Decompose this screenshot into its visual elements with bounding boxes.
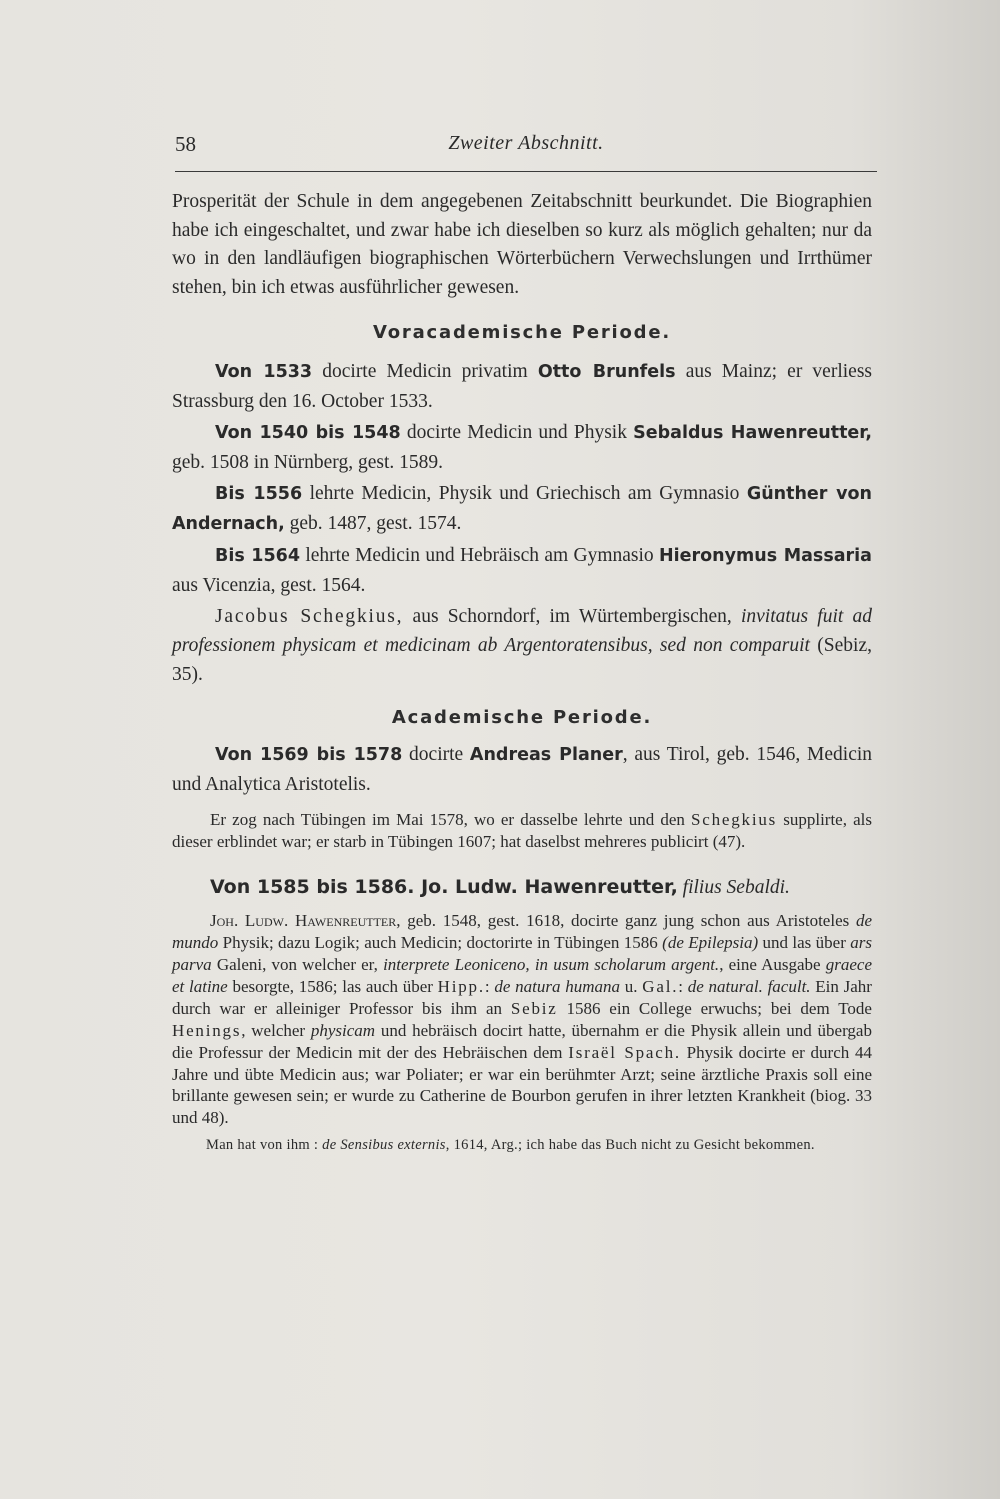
entry-dates: Bis 1556 (215, 484, 303, 505)
entry-dates: Von 1540 bis 1548 (215, 423, 401, 444)
page-header (175, 132, 877, 162)
entry-schegkius: Jacobus Schegkius, aus Schorndorf, im Würtembergischen, invitatus fuit ad professionem physicam et medicinam ab Argentoratensibus, sed non comparuit (Sebiz, 35). (172, 606, 872, 686)
entry-dates: Von 1533 (215, 362, 313, 383)
header-rule (175, 171, 877, 172)
planer-note: Er zog nach Tübingen im Mai 1578, wo er dasselbe lehrte und den Schegkius supplirte, als dieser erblindet war; er starb in Tübingen 1607; hat daselbst mehreres publicirt (47). (172, 810, 872, 852)
footnote: Man hat von ihm : de Sensibus externis, 1614, Arg.; ich habe das Buch nicht zu Gesicht bekommen. (206, 1137, 815, 1154)
person-name: Sebaldus Hawenreutter, (633, 423, 873, 444)
running-head: Zweiter Abschnitt. (448, 132, 604, 154)
entry-dates: Von 1569 bis 1578 (215, 745, 403, 766)
entry-massaria: Bis 1564 lehrte Medicin und Hebräisch am Gymnasio Hieronymus Massaria aus Vicenzia, gest. 1564. (172, 545, 872, 597)
entry-guenther-von-andernach: Bis 1556 lehrte Medicin, Physik und Griechisch am Gymnasio Günther von Andernach, geb. 1487, gest. 1574. (172, 483, 872, 535)
intro-paragraph: Prosperität der Schule in dem angegebenen Zeitabschnitt beurkundet. Die Biographien habe ich eingeschaltet, und zwar habe ich dieselben so kurz als möglich gehalten; nur da wo in den landläufigen biographischen Wörterbüchern Verwechslungen und Irrthümer stehen, bin ich etwas ausführlicher gewesen. (172, 191, 872, 298)
person-name-smallcaps: Joh. Ludw. Hawenreutter (210, 911, 397, 931)
person-name: Günther von Andernach, (172, 484, 872, 535)
section-title-academische: Academische Periode. (391, 707, 653, 729)
entry-brunfels: Von 1533 docirte Medicin privatim Otto Brunfels aus Mainz; er verliess Strassburg den 16. October 1533. (172, 361, 873, 413)
page-number: 58 (175, 132, 196, 156)
latin-quote: invitatus fuit ad professionem physicam et medicinam ab Argentoratensibus, sed non comparuit (172, 606, 872, 657)
heading-bold: Von 1585 bis 1586. Jo. Ludw. Hawenreutter, (210, 876, 678, 899)
heading-italic: filius Sebaldi. (677, 877, 790, 899)
section-title-voracademische: Voracademische Periode. (373, 322, 671, 344)
page-content (172, 188, 872, 1153)
entry-sebaldus-hawenreutter: Von 1540 bis 1548 docirte Medicin und Physik Sebaldus Hawenreutter, geb. 1508 in Nürnberg, gest. 1589. (172, 422, 873, 474)
person-name: Hieronymus Massaria (659, 546, 872, 567)
hawenreutter-biography: Joh. Ludw. Hawenreutter, geb. 1548, gest. 1618, docirte ganz jung schon aus Aristoteles de mundo Physik; dazu Logik; auch Medicin; doctorirte in Tübingen 1586 (de Epilepsia) und las über ars parva Galeni, von welcher er, interprete Leoniceno, in usum scholarum argent., eine Ausgabe graece et latine besorgte, 1586; las auch über Hipp.: de natura humana u. Gal.: de natural. facult. Ein Jahr durch war er alleiniger Professor bis ihm an Sebiz 1586 ein College erwuchs; bei dem Tode Henings, welcher physicam und hebräisch docirt hatte, übernahm er die Physik allein und übergab die Professur der Medicin mit der des Hebräischen dem Israël Spach. Physik docirte er durch 44 Jahre und übte Medicin aus; war Poliater; er war ein berühmter Arzt; seine ärztliche Praxis soll eine brillante gewesen sein; er wurde zu Catherine de Bourbon gerufen in ihrer letzten Krankheit (biog. 33 und 48). (172, 911, 873, 1128)
person-name: Otto Brunfels (537, 362, 676, 383)
hawenreutter-heading (172, 873, 872, 902)
entry-planer: Von 1569 bis 1578 docirte Andreas Planer, aus Tirol, geb. 1546, Medicin und Analytica Aristotelis. (172, 744, 873, 796)
person-name-spaced: Schegkius (691, 810, 778, 830)
person-name: Andreas Planer (469, 745, 623, 766)
person-name-spaced: Jacobus Schegkius, (215, 606, 404, 628)
entry-dates: Bis 1564 (215, 546, 301, 567)
